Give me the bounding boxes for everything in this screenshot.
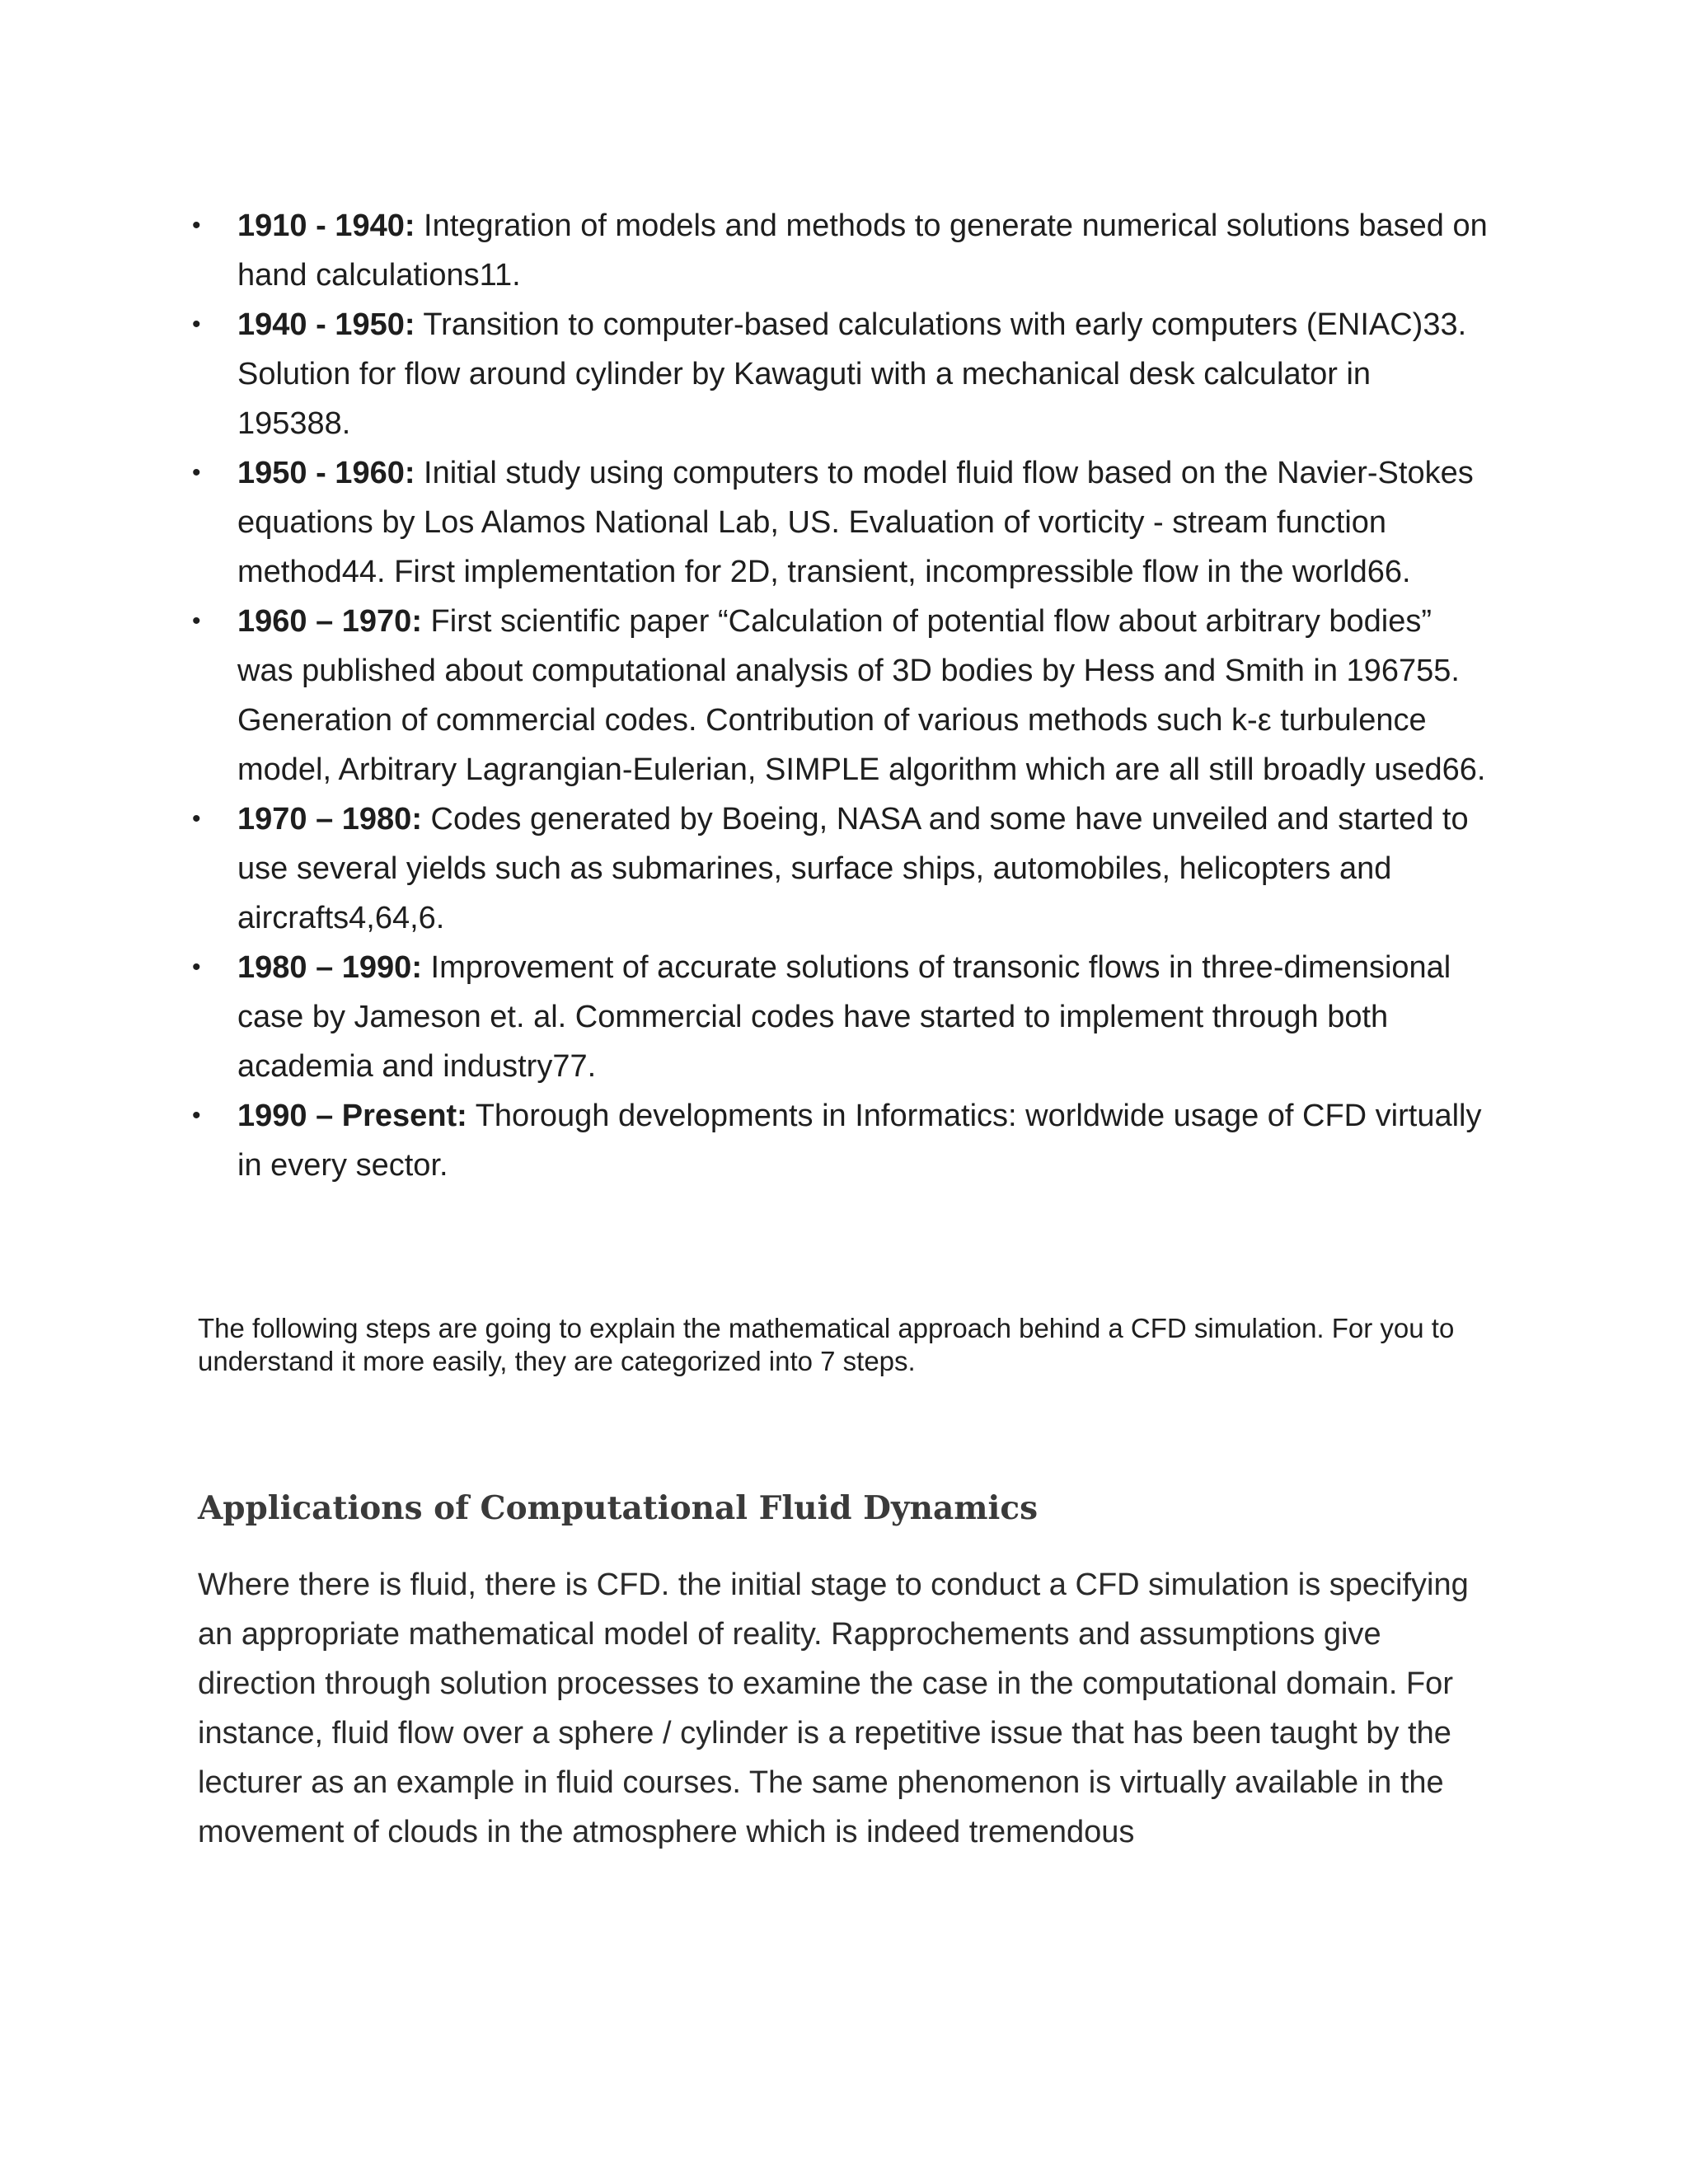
bullet-icon: •	[192, 1102, 201, 1129]
section-paragraph: Where there is fluid, there is CFD. the initial stage to conduct a CFD simulation is specifying an appropriate mathematical model of reality. Rapprochements and assumptions give direction through solution processes to examine the case in the computational domain. For instance, fluid flow over a sphere / cylinder is a repetitive issue that has been taught by the lecturer as an example in fluid courses. The same phenomenon is virtually available in the movement of clouds in the atmosphere which is indeed tremendous	[198, 1568, 1469, 1849]
timeline-item	[0, 201, 1490, 300]
timeline-period: 1970 – 1980:	[237, 802, 422, 837]
timeline-item	[0, 448, 1490, 597]
bullet-icon: •	[192, 805, 201, 832]
timeline-period: 1960 – 1970:	[237, 604, 422, 639]
timeline-text: First scientific paper “Calculation of potential flow about arbitrary bodies” was published about computational analysis of 3D bodies by Hess and Smith in 196755. Generation of commercial codes. Contribution of various methods such k-ε turbulence model, Arbitrary Lagrangian-Eulerian, SIMPLE algorithm which are all still broadly used66.	[237, 604, 1486, 787]
timeline-item	[0, 1091, 1490, 1190]
timeline-item	[0, 300, 1490, 448]
intro-paragraph: The following steps are going to explain the mathematical approach behind a CFD simulation. For you to understand it more easily, they are categorized into 7 steps.	[198, 1313, 1455, 1376]
timeline-period: 1950 - 1960:	[237, 456, 415, 490]
bullet-icon: •	[192, 954, 201, 981]
timeline-period: 1940 - 1950:	[237, 307, 415, 342]
timeline-text: Improvement of accurate solutions of transonic flows in three-dimensional case by Jameson et. al. Commercial codes have started to implement through both academia and industry77.	[237, 950, 1451, 1084]
timeline-item	[0, 794, 1490, 943]
timeline-text: Integration of models and methods to generate numerical solutions based on hand calculations11.	[237, 209, 1488, 293]
bullet-icon: •	[192, 311, 201, 338]
timeline-period: 1910 - 1940:	[237, 209, 415, 243]
timeline-period: 1990 – Present:	[237, 1099, 467, 1133]
section-heading: Applications of Computational Fluid Dynamics	[198, 1489, 1039, 1527]
timeline-item	[0, 597, 1490, 794]
timeline-text: Codes generated by Boeing, NASA and some have unveiled and started to use several yields such as submarines, surface ships, automobiles, helicopters and aircrafts4,64,6.	[237, 802, 1469, 935]
timeline-item	[0, 943, 1490, 1091]
cfd-history-timeline	[0, 201, 1688, 1190]
bullet-icon: •	[192, 212, 201, 239]
bullet-icon: •	[192, 459, 201, 486]
timeline-period: 1980 – 1990:	[237, 950, 422, 985]
timeline-text: Thorough developments in Informatics: worldwide usage of CFD virtually in every sector.	[237, 1099, 1482, 1183]
bullet-icon: •	[192, 607, 201, 635]
timeline-text: Initial study using computers to model fluid flow based on the Navier-Stokes equations by Los Alamos National Lab, US. Evaluation of vorticity - stream function method44. First implementation for 2D, transient, incompressible flow in the world66.	[237, 456, 1474, 589]
timeline-text: Transition to computer-based calculations with early computers (ENIAC)33. Solution for flow around cylinder by Kawaguti with a mechanical desk calculator in 195388.	[237, 307, 1467, 441]
